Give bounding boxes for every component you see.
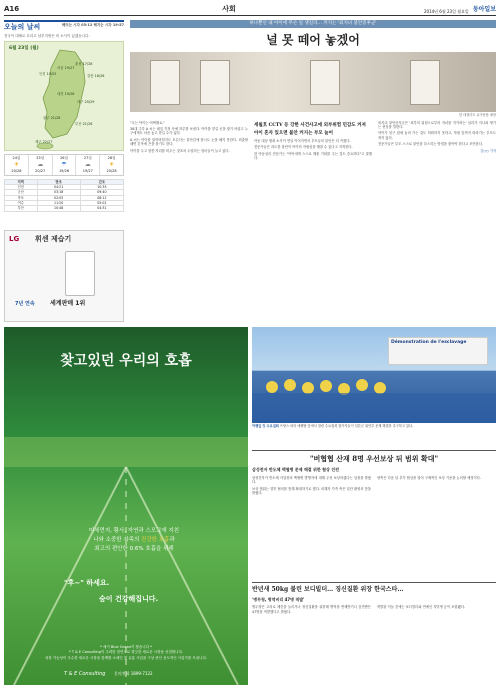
protest-banner: Démonstration de l'esclavage (388, 337, 488, 365)
ad-quote-2: 숨이 건강해집니다. (99, 595, 159, 603)
forecast-day: 28일 ☀ 20/28 (100, 155, 123, 175)
story-column-3: 외지녀 불안증후군은 '외부의 위험으로부터 자녀를 지키려는' 심리가 지나쳐 생기는 현상을 말한다. 아이가 친구 집에 놀러 가는 것도 허락하지 못하고, 학원 앞까지 따라가는 부모도 적지 않다. 전문가들은 부모 스스로 불안을 다스리는 방법을 찾아야 한다고 조언한다. 김○○ 기자 (378, 120, 496, 153)
ad-badge: 7년 연속 (15, 301, 35, 307)
ad-headline: 찾고있던 우리의 호흡 (60, 353, 192, 369)
ad-phone: 문의전화 1899-7122 (114, 671, 153, 676)
issue-date: 2014년 6월 23일 월요일 (423, 8, 469, 14)
city-temp: 춘천 17/28 (75, 62, 93, 67)
weather-title: 오늘의 날씨 (4, 23, 41, 31)
story-columns (130, 121, 496, 163)
story-subhead: 아이 혼자 있으면 불안 커지는 부모 늘어 (254, 130, 333, 136)
store-rack-icon (200, 60, 230, 105)
article-subhead: '병무청, 병역비리 47명 적발' (252, 597, 305, 603)
city-temp: 대전 19/28 (57, 92, 75, 97)
table-row: 부산 10:48 04:31 (5, 206, 124, 211)
page-header (4, 4, 496, 16)
cloud-icon: ☁ (84, 160, 91, 168)
city-temp: 서울 19/27 (57, 66, 75, 71)
page-number: A16 (4, 4, 20, 13)
city-temp: 강릉 18/26 (87, 74, 105, 79)
story-headline: 널 못 떼어 놓겠어 (266, 33, 360, 48)
green-ad (4, 327, 248, 685)
protest-photo (252, 327, 496, 423)
cloud-icon: ☁ (37, 160, 44, 168)
table-row: 여수 11:20 05:02 (5, 200, 124, 205)
sunrise-time: 해뜨는 시각 05:12 (61, 23, 93, 27)
article-subhead: 삼성전자 반도체 백혈병 문제 해결 위한 협상 진전 (252, 467, 340, 473)
section-title: 사회 (222, 4, 236, 13)
forecast-day: 27일 ☁ 19/27 (76, 155, 100, 175)
tide-table: 지역 만조 간조 인천 04:21 10:35 군산 03:18 09:40 목포 02:05 08:12 여수 11:20 05:02 부산 10:48 04:31 (4, 179, 124, 212)
story-subhead: 세월호 CCTV 등 강한 사건사고에 외부위험 민감도 커져 (254, 122, 366, 128)
forecast-day: 24일 ☀ 20/28 (5, 155, 29, 175)
byline: 김○○ 기자 (480, 148, 496, 153)
store-rack-icon (410, 60, 440, 105)
article-headline: "버협협 산재 8명 우선보상 뒤 범위 확대" (309, 454, 439, 463)
ad-brand: T & E Consulting (64, 671, 106, 677)
lg-dehumidifier-ad (4, 230, 124, 322)
photo-caption: 여행길 잇 수요집회 프랑스 파리 에펠탑 앞에서 열린 수요집회 참가자들이 일본군 위안부 문제 해결을 촉구하고 있다. (252, 424, 414, 428)
city-temp: 대구 20/29 (77, 100, 95, 105)
lg-logo: LG (9, 235, 20, 243)
ad-footer: * 예기 Blue Ocean이 찾습니다 * * T & E Consulting이 주력한 천연으로 향긋한 새로운 시장을 선점합니다. 성장 가능성이 우수한 새로운 시장을 함께할 소매인 및 유통 사업을 구상 중인 선도적인 사업가를 모십니다. (44, 645, 208, 660)
photo-caption: 한 대형마트 유아용품 매장 (459, 113, 496, 118)
table-row: 군산 03:18 09:40 (5, 190, 124, 195)
sun-icon: ☀ (108, 160, 115, 168)
table-row: 목포 02:05 08:12 (5, 195, 124, 200)
ad-title: 휘센 제습기 (35, 235, 72, 243)
article-samsung: "버협협 산재 8명 우선보상 뒤 범위 확대" 삼성전자 반도체 백혈병 문제 해결 위한 협상 진전 삼성전자가 반도체 사업장의 백혈병 발병자에 대해 우선 보상하겠다는 입장을 밝혔다. 보상 범위는 향후 협의를 통해 확대하기로 했다. 피해자 가족 측은 일단 환영의 뜻을 밝혔다. 양측은 다음 달 추가 협상을 열어 구체적인 보상 기준을 논의할 예정이다. (252, 450, 496, 580)
story-kicker: 하나뿐인 내 아이에 무슨 일 생길라… 커지는 '외지녀 불안증후군' (130, 20, 496, 28)
main-story (130, 20, 496, 323)
city-temp: 인천 19/25 (39, 72, 57, 77)
weather-header (4, 20, 124, 32)
table-row: 인천 04:21 10:35 (5, 185, 124, 190)
article-military: 반년새 50kg 불린 보디빌더… 징신질환 위장 한국스타… '병무청, 병역비리 47명 적발' 병무청은 고의로 체중을 늘리거나 정신질환을 위장해 병역을 면제받거나 감면받은 47명을 적발했다고 밝혔다. 적발된 이들 중에는 보디빌더와 연예인 지망생 등이 포함됐다. (252, 582, 496, 686)
field-lines-icon (4, 327, 248, 685)
city-temp: 제주 22/27 (35, 140, 53, 145)
story-photo (130, 52, 496, 112)
story-column-1: "우는 아이는 어떡해요." 30대 주부 A 씨는 매일 걱정 속에 하루를 보낸다. 아이를 맡길 곳을 찾기 어렵고 누구에게도 마음 놓고 맡길 수가 없다. A 씨는 아이를 잃어버릴지도 모른다는 불안감에 잠시도 눈을 떼지 못한다. 외출할 때면 손목에 끈을 묶기도 한다. 아이를 두고 잠깐 자리를 비우는 것조차 두렵다는 엄마들이 늘고 있다. (130, 120, 248, 153)
city-temp: 광주 21/28 (43, 116, 61, 121)
dehumidifier-icon (65, 251, 95, 296)
weather-map (4, 41, 124, 151)
article-headline: 반년새 50kg 불린 보디빌더… 징신질환 위장 한국스타… (252, 586, 404, 593)
store-rack-icon (150, 60, 180, 105)
story-column-2: 세월호 CCTV 등 강한 사건사고에 외부위험 민감도 커져 아이 혼자 있으면 불안 커지는 부모 늘어 아동 대상 범죄 소식이 연일 이어지면서 부모들의 불안은 더 커졌다. 전문가들은 과도한 불안이 아이의 자립심을 해칠 수 있다고 지적한다. 한 아동심리 전문가는 "아이에게 스스로 해볼 기회를 주는 것도 중요하다"고 말했다. (254, 122, 372, 160)
weather-column (4, 20, 124, 323)
map-date: 6월 23일 (월) (9, 46, 39, 52)
ad-quote: "후~" 하세요. (64, 579, 110, 587)
rain-icon: ☂ (61, 160, 67, 168)
korea-map-icon (5, 42, 125, 152)
store-rack-icon (310, 60, 340, 105)
forecast-day: 26일 ☂ 19/26 (53, 155, 77, 175)
weather-description: 전국이 대체로 흐리고 남부지방은 비 소식이 있겠습니다. (4, 34, 90, 39)
sun-icon: ☀ (13, 160, 20, 168)
city-temp: 부산 21/26 (75, 122, 93, 127)
weekly-forecast (4, 154, 124, 176)
sun-times (62, 23, 124, 32)
ad-badge-sales: 세계판매 1위 (50, 300, 86, 307)
newspaper-logo: 동아일보 (472, 5, 496, 13)
forecast-day: 25일 ☁ 20/27 (29, 155, 53, 175)
sunset-time: 해지는 시각 19:57 (93, 23, 124, 27)
ad-body: 미세먼지, 황사, 자연과 스모그에 지친 나와 소중한 가족의 건강한 호흡과 최고의 편안한 0.6% 호흡을 위해 (88, 528, 180, 552)
